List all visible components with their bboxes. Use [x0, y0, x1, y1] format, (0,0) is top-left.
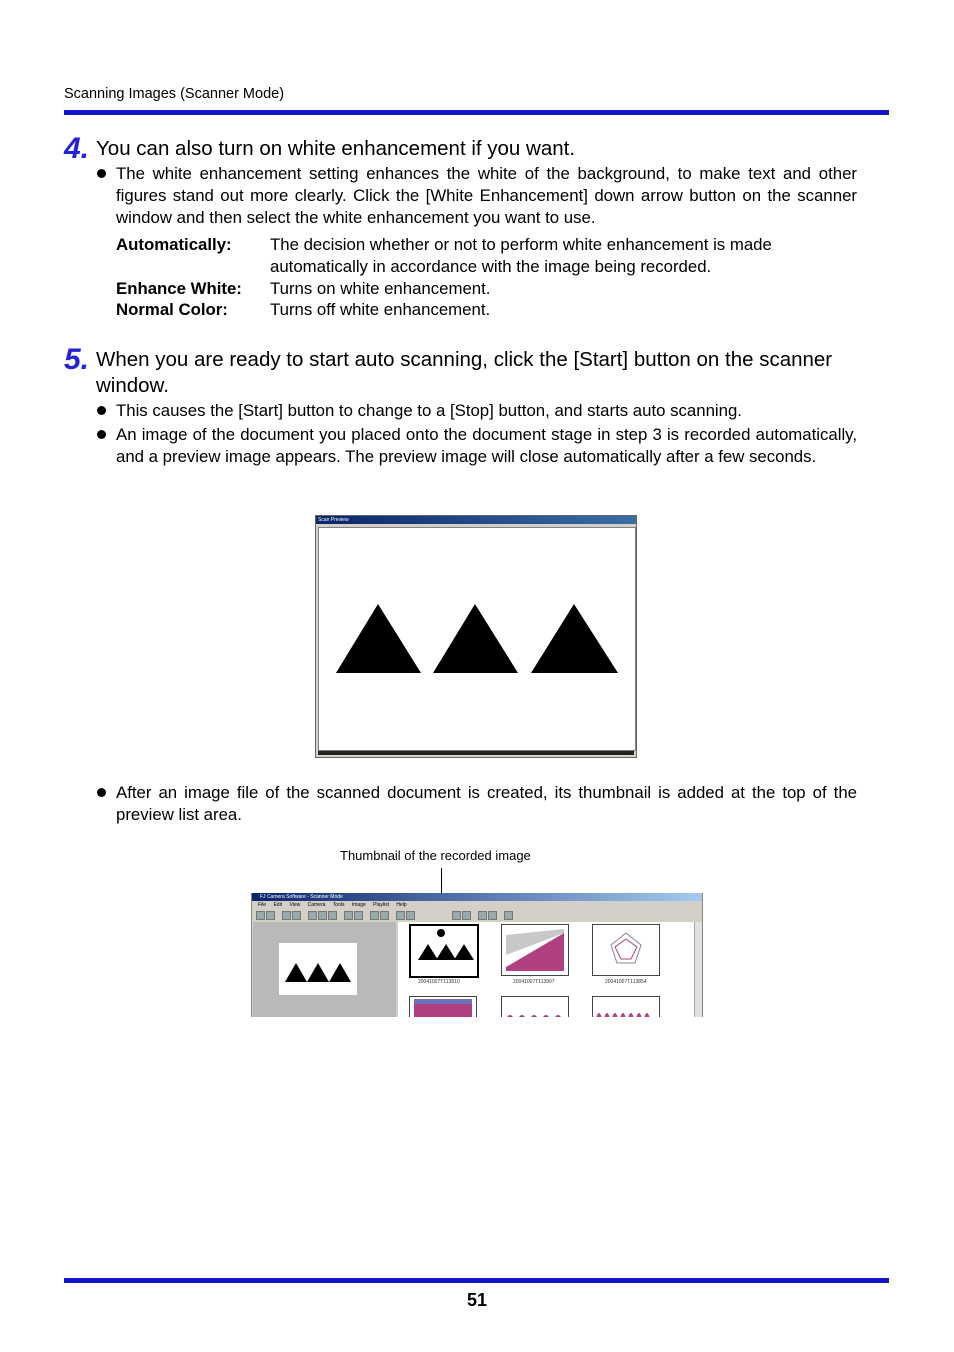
- toolbar-button[interactable]: [396, 911, 405, 920]
- preview-statusbar: [318, 751, 634, 755]
- triangle-shape: [329, 963, 351, 982]
- app-menubar: [252, 902, 702, 909]
- header-rule: [64, 110, 889, 115]
- toolbar-button[interactable]: [406, 911, 415, 920]
- callout-pointer-dot: [437, 929, 445, 937]
- chart-image: [410, 997, 476, 1017]
- step-title: You can also turn on white enhancement if you want.: [96, 137, 576, 160]
- thumbnail-radar[interactable]: [592, 924, 660, 976]
- thumbnail-chart[interactable]: [501, 996, 569, 1017]
- triangle-shape: [336, 604, 421, 673]
- toolbar-button[interactable]: [462, 911, 471, 920]
- thumbnail-caption: 20041007T113907: [513, 979, 555, 985]
- menu-item-edit[interactable]: Edit: [273, 902, 283, 908]
- triangle-shape: [307, 963, 329, 982]
- step-title: When you are ready to start auto scanning, click the [Start] button on the scanner window.: [96, 348, 833, 397]
- camera-live-view: [253, 922, 396, 1017]
- radar-series-shape: [615, 939, 637, 959]
- triangle-shape: [285, 963, 307, 982]
- wave-shape: [595, 1013, 655, 1017]
- wave-chart-image: [593, 997, 659, 1017]
- bullet-text: After an image file of the scanned document is created, its thumbnail is added at the top of the preview list area.: [116, 783, 857, 824]
- app-title: FJ Camera Software - Scanner Mode: [260, 894, 343, 900]
- menu-item-playlist[interactable]: Playlist: [373, 902, 390, 908]
- radar-chart-image: [593, 925, 659, 975]
- app-titlebar: [252, 893, 702, 901]
- area-chart-image: [502, 925, 568, 975]
- wave-chart-image: [502, 997, 568, 1017]
- chart-bar-shape: [414, 999, 472, 1004]
- toolbar-button[interactable]: [452, 911, 461, 920]
- bullet-icon: [97, 169, 106, 178]
- menu-item-help[interactable]: Help: [396, 902, 407, 908]
- step-number: 4.: [64, 132, 90, 165]
- preview-list-scrollbar[interactable]: [694, 922, 702, 1017]
- definition-desc: Turns off white enhancement.: [270, 300, 491, 320]
- definition-term: Enhance White:: [116, 278, 242, 298]
- scan-preview-window: [315, 515, 637, 758]
- footer-rule: [64, 1278, 889, 1283]
- triangle-shape: [436, 944, 456, 960]
- list-item: [97, 163, 857, 228]
- app-toolbar: [252, 910, 702, 920]
- preview-titlebar: [316, 516, 636, 524]
- triangles-image: [319, 528, 635, 750]
- definition-desc: The decision whether or not to perform white enhancement is made automatically in accordance with the image being recorded.: [270, 235, 772, 276]
- menu-item-tools[interactable]: Tools: [332, 902, 345, 908]
- callout-label: Thumbnail of the recorded image: [340, 848, 531, 863]
- list-item: [97, 400, 857, 422]
- definition-desc: Turns on white enhancement.: [270, 278, 491, 298]
- toolbar-button[interactable]: [488, 911, 497, 920]
- definition-row: [116, 299, 846, 321]
- toolbar-button[interactable]: [478, 911, 487, 920]
- thumbnail-caption: 20041007T113810: [418, 979, 460, 985]
- toolbar-button[interactable]: [370, 911, 379, 920]
- toolbar-button[interactable]: [328, 911, 337, 920]
- toolbar-button[interactable]: [282, 911, 291, 920]
- triangle-shape: [418, 944, 438, 960]
- menu-item-file[interactable]: File: [258, 902, 267, 908]
- toolbar-button[interactable]: [318, 911, 327, 920]
- bullet-text: This causes the [Start] button to change to a [Stop] button, and starts auto scanning.: [116, 401, 742, 420]
- bullet-text: An image of the document you placed onto the document stage in step 3 is recorded automatically, and a preview image appears. The preview image will close automatically after a few seconds.: [116, 425, 857, 466]
- page-number: 51: [466, 1290, 488, 1310]
- bullet-icon: [97, 406, 106, 415]
- toolbar-button[interactable]: [380, 911, 389, 920]
- definition-term: Normal Color:: [116, 300, 228, 320]
- section-title: Scanning Images (Scanner Mode): [64, 86, 285, 102]
- preview-title: Scan Preview: [318, 517, 349, 523]
- definition-row: [116, 278, 846, 300]
- toolbar-button[interactable]: [344, 911, 353, 920]
- bullet-icon: [97, 788, 106, 797]
- wave-shape: [504, 1015, 564, 1017]
- menu-item-image[interactable]: Image: [351, 902, 366, 908]
- preview-image: [318, 527, 636, 751]
- toolbar-button[interactable]: [504, 911, 513, 920]
- thumbnail-chart[interactable]: [501, 924, 569, 976]
- list-item: [97, 424, 857, 468]
- list-item: [97, 782, 857, 826]
- thumbnail-chart[interactable]: [409, 996, 477, 1017]
- toolbar-button[interactable]: [256, 911, 265, 920]
- chart-bar-shape: [414, 1003, 472, 1017]
- triangles-image: [279, 943, 357, 995]
- document-paper: [279, 943, 357, 995]
- triangle-shape: [433, 604, 518, 673]
- triangle-shape: [531, 604, 618, 673]
- menu-item-view[interactable]: View: [289, 902, 301, 908]
- triangle-shape: [454, 944, 474, 960]
- menu-item-camera[interactable]: Camera: [307, 902, 326, 908]
- toolbar-button[interactable]: [292, 911, 301, 920]
- definition-row: [116, 234, 846, 278]
- toolbar-button[interactable]: [308, 911, 317, 920]
- toolbar-button[interactable]: [354, 911, 363, 920]
- thumbnail-caption: 20041007T113854: [605, 979, 647, 985]
- toolbar-button[interactable]: [266, 911, 275, 920]
- option-definitions: [116, 234, 846, 321]
- bullet-icon: [97, 430, 106, 439]
- scanner-app-window: [251, 893, 703, 1017]
- thumbnail-chart[interactable]: [592, 996, 660, 1017]
- step-number: 5.: [64, 343, 90, 376]
- definition-term: Automatically:: [116, 235, 232, 254]
- bullet-text: The white enhancement setting enhances the white of the background, to make text and other figures stand out more clearly. Click the [White Enhancement] down arrow button on the scanner window and then select the white enhancement you want to use.: [116, 164, 857, 227]
